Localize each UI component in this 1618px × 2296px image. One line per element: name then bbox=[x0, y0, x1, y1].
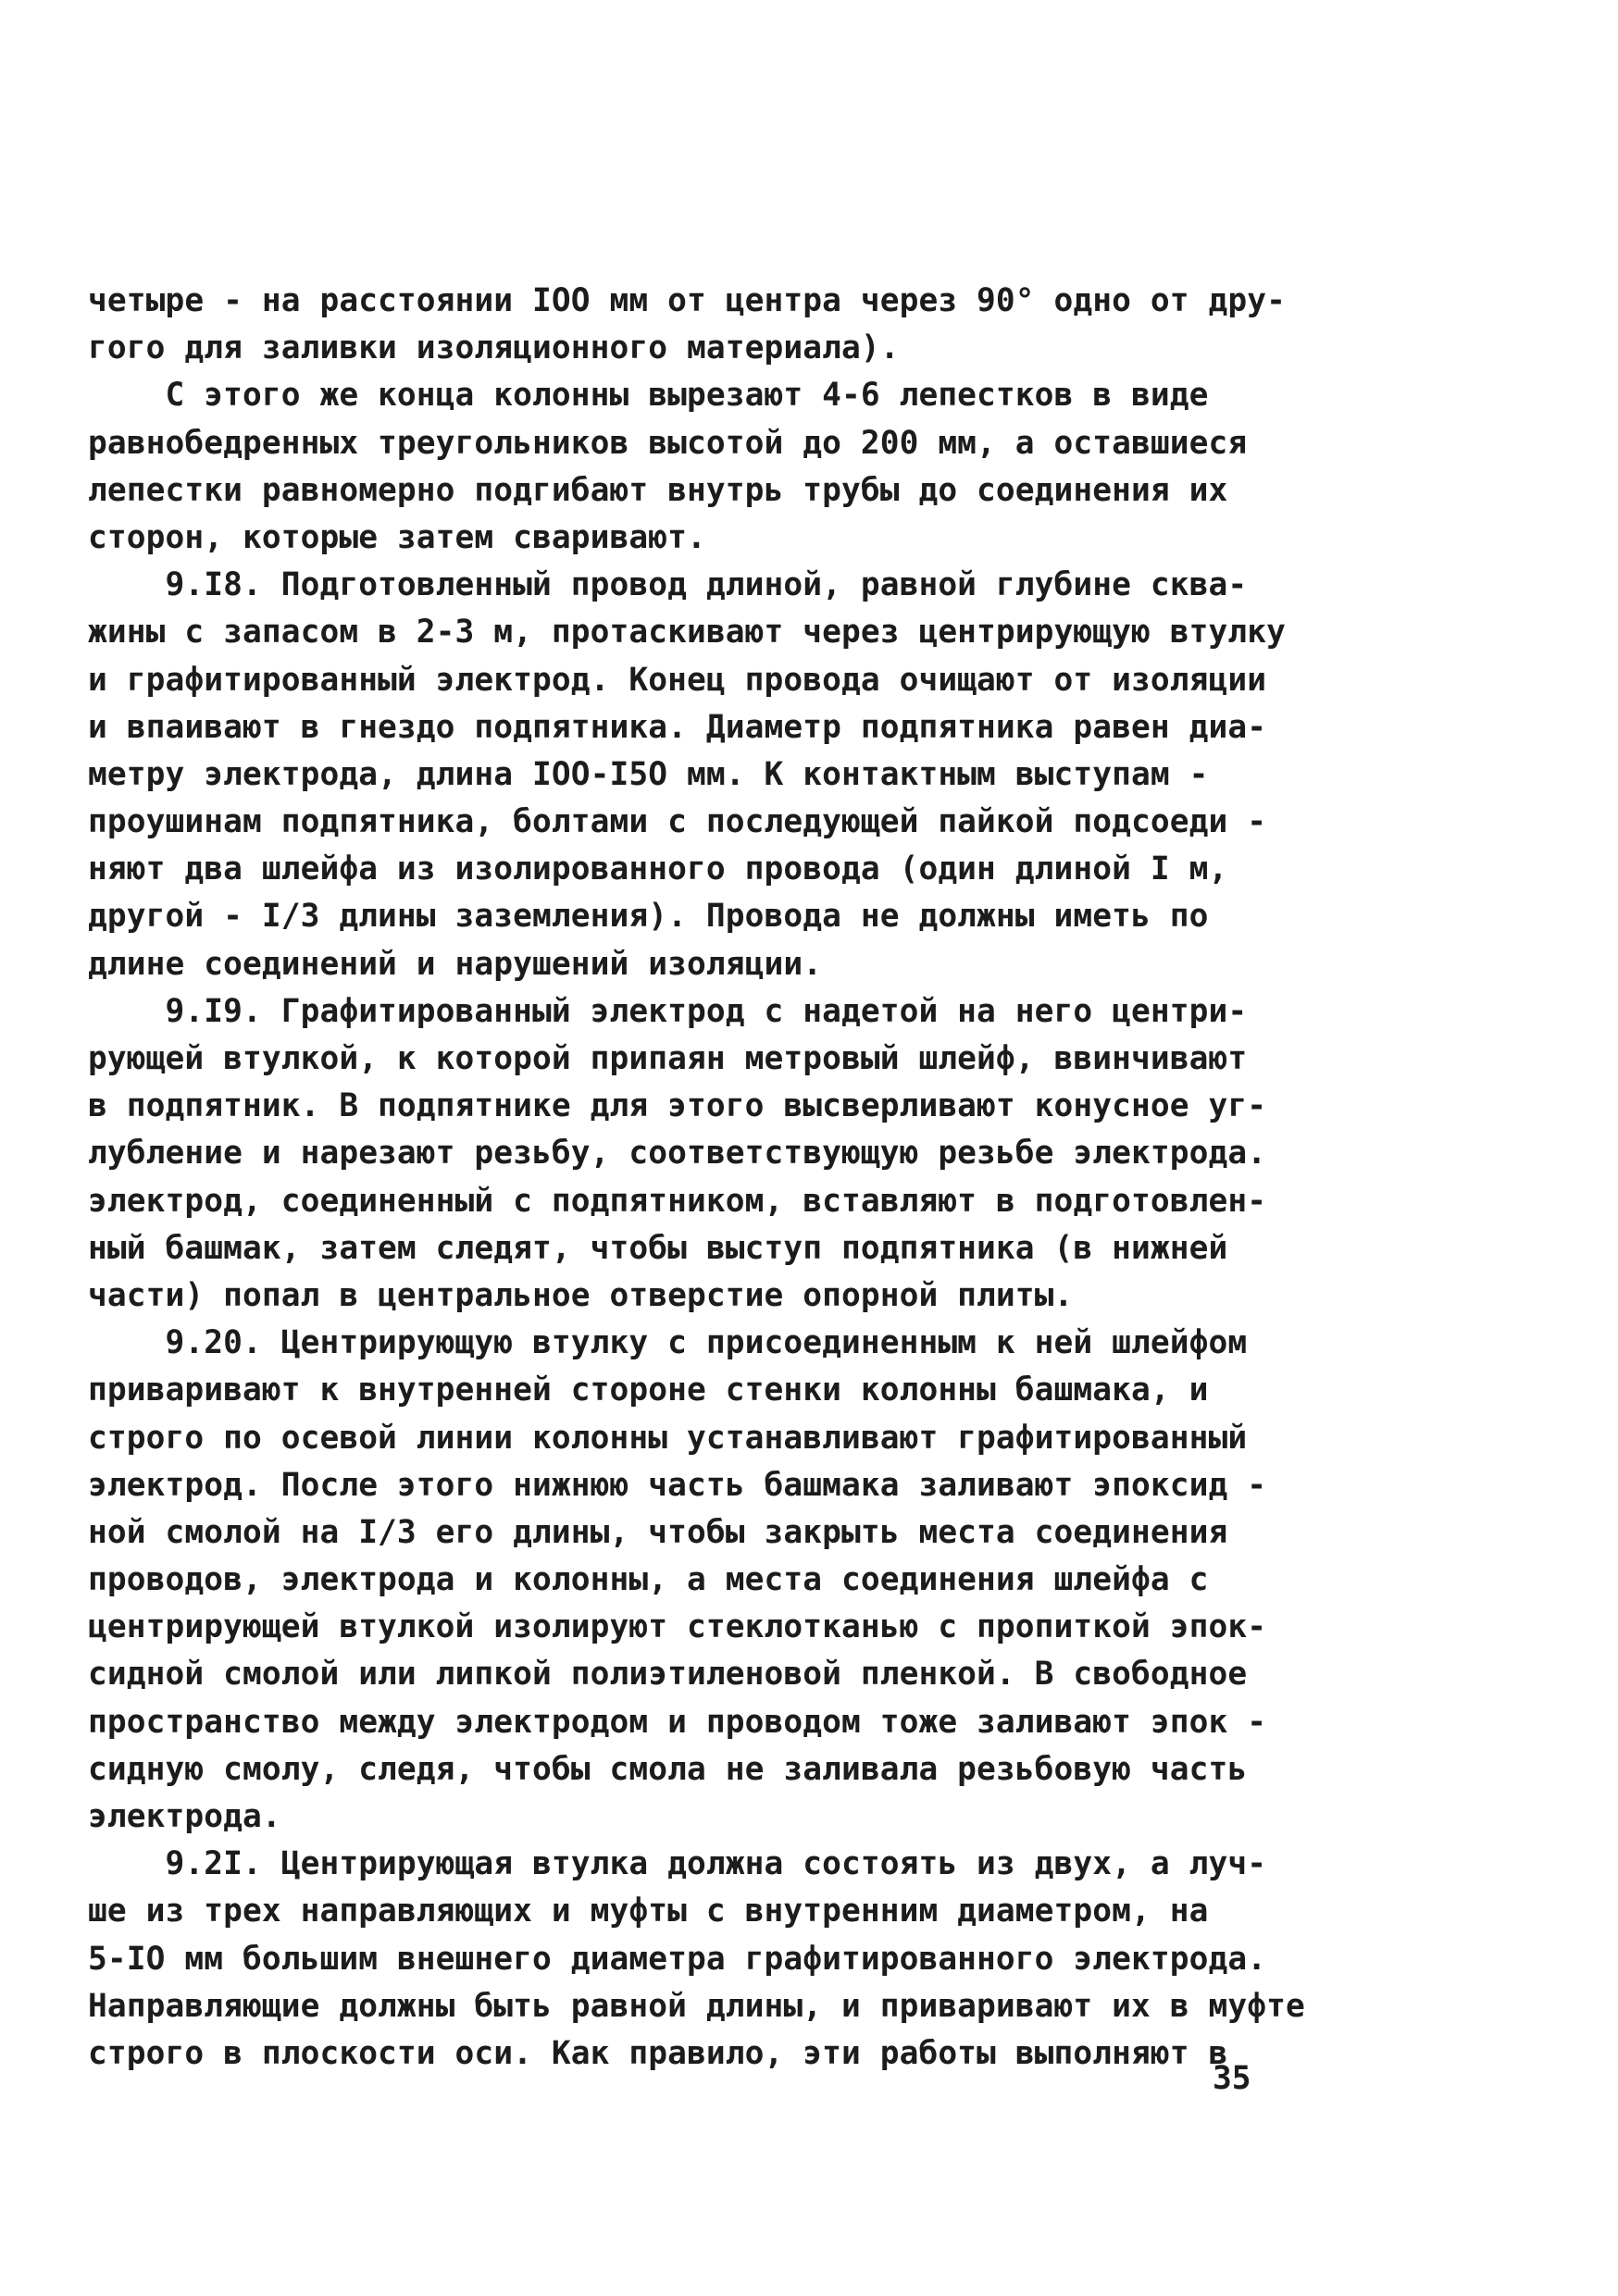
text-line: сидную смолу, следя, чтобы смола не заливала резьбовую часть bbox=[88, 1750, 1248, 1788]
text-line: другой - I/3 длины заземления). Провода не должны иметь по bbox=[88, 898, 1209, 936]
text-line: 9.I9. Графитированный электрод с надетой на него центри- bbox=[88, 992, 1248, 1030]
text-line: 9.20. Центрирующую втулку с присоединенным к ней шлейфом bbox=[88, 1324, 1248, 1362]
body-text bbox=[88, 278, 1305, 2078]
text-line: равнобедренных треугольников высотой до 200 мм, а оставшиеся bbox=[88, 424, 1248, 462]
text-line: проводов, электрода и колонны, а места соединения шлейфа с bbox=[88, 1561, 1209, 1599]
text-line: электрода. bbox=[88, 1798, 281, 1835]
text-line: С этого же конца колонны вырезают 4-6 лепестков в виде bbox=[88, 377, 1209, 415]
text-line: центрирующей втулкой изолируют стеклотканью с пропиткой эпок- bbox=[88, 1608, 1267, 1646]
text-line: электрод, соединенный с подпятником, вставляют в подготовлен- bbox=[88, 1182, 1267, 1220]
text-line: строго по осевой линии колонны устанавливают графитированный bbox=[88, 1419, 1248, 1457]
text-line: и графитированный электрод. Конец провода очищают от изоляции bbox=[88, 661, 1267, 699]
text-line: четыре - на расстоянии IOO мм от центра через 90° одно от дру- bbox=[88, 282, 1286, 319]
text-line: сидной смолой или липкой полиэтиленовой пленкой. В свободное bbox=[88, 1656, 1248, 1694]
text-line: строго в плоскости оси. Как правило, эти работы выполняют в bbox=[88, 2034, 1228, 2072]
text-line: в подпятник. В подпятнике для этого высверливают конусное уг- bbox=[88, 1087, 1267, 1125]
text-line: жины с запасом в 2-3 м, протаскивают через центрирующую втулку bbox=[88, 614, 1286, 652]
text-line: лубление и нарезают резьбу, соответствующую резьбе электрода. bbox=[88, 1135, 1267, 1173]
text-line: гого для заливки изоляционного материала). bbox=[88, 329, 900, 367]
text-line: ный башмак, затем следят, чтобы выступ подпятника (в нижней bbox=[88, 1229, 1228, 1267]
text-line: приваривают к внутренней стороне стенки колонны башмака, и bbox=[88, 1371, 1209, 1409]
text-line: няют два шлейфа из изолированного провода (один длиной I м, bbox=[88, 850, 1228, 888]
text-line: пространство между электродом и проводом тоже заливают эпок - bbox=[88, 1703, 1267, 1741]
text-line: лепестки равномерно подгибают внутрь трубы до соединения их bbox=[88, 471, 1228, 509]
text-line: и впаивают в гнездо подпятника. Диаметр подпятника равен диа- bbox=[88, 708, 1267, 746]
text-line: электрод. После этого нижнюю часть башмака заливают эпоксид - bbox=[88, 1466, 1267, 1504]
text-line: сторон, которые затем сваривают. bbox=[88, 518, 706, 556]
text-line: проушинам подпятника, болтами с последующей пайкой подсоеди - bbox=[88, 803, 1267, 841]
text-line: метру электрода, длина IOO-I5O мм. К контактным выступам - bbox=[88, 755, 1209, 793]
text-line: ше из трех направляющих и муфты с внутренним диаметром, на bbox=[88, 1893, 1209, 1930]
text-line: 9.2I. Центрирующая втулка должна состоять из двух, а луч- bbox=[88, 1845, 1267, 1883]
text-line: 5-IO мм большим внешнего диаметра графитированного электрода. bbox=[88, 1940, 1267, 1978]
text-line: 9.I8. Подготовленный провод длиной, равной глубине сква- bbox=[88, 566, 1248, 604]
text-line: Направляющие должны быть равной длины, и приваривают их в муфте bbox=[88, 1987, 1305, 2025]
text-line: рующей втулкой, к которой припаян метровый шлейф, ввинчивают bbox=[88, 1040, 1248, 1077]
text-line: части) попал в центральное отверстие опорной плиты. bbox=[88, 1276, 1074, 1314]
page-number: 35 bbox=[1213, 2060, 1251, 2097]
text-line: длине соединений и нарушений изоляции. bbox=[88, 945, 823, 983]
text-line: ной смолой на I/3 его длины, чтобы закрыть места соединения bbox=[88, 1513, 1228, 1551]
